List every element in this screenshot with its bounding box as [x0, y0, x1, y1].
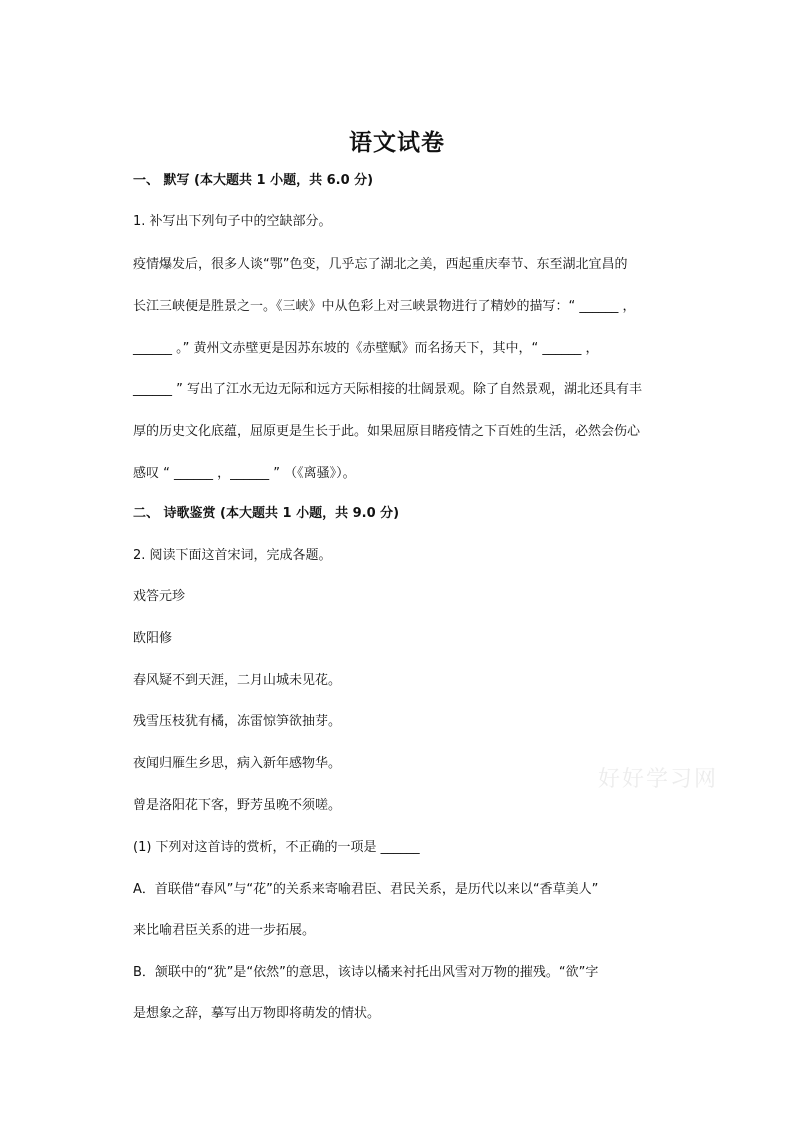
- q1-text-line-3: ______ 。” 黄州文赤壁更是因苏东坡的《赤壁赋》而名扬天下，其中，“ ______ ，: [133, 341, 599, 356]
- q1-text-line-1: 疫情爆发后，很多人谈“鄂”色变，几乎忘了湖北之美，西起重庆奉节、东至湖北宜昌的: [133, 257, 628, 272]
- q1-text-line-5: 厚的历史文化底蕴，屈原更是生长于此。如果屈原目睹疫情之下百姓的生活，必然会伤心: [133, 424, 641, 439]
- section-1-heading: 一、 默写 (本大题共 1 小题，共 6.0 分): [133, 173, 374, 188]
- option-a-line-2: 来比喻君臣关系的进一步拓展。: [133, 923, 316, 938]
- poem-title: 戏答元珍: [133, 589, 186, 604]
- option-a-line-1: A．首联借“春风”与“花”的关系来寄喻君臣、君民关系，是历代以来以“香草美人”: [133, 882, 599, 897]
- section-2-heading: 二、 诗歌鉴赏 (本大题共 1 小题，共 9.0 分): [133, 506, 400, 521]
- q1-text-line-4: ______ ” 写出了江水无边无际和远方天际相接的壮阔景观。除了自然景观，湖北还具有丰: [133, 382, 643, 397]
- option-b-line-2: 是想象之辞，摹写出万物即将萌发的情状。: [133, 1006, 381, 1021]
- sub-question-1: (1) 下列对这首诗的赏析，不正确的一项是 ______: [133, 840, 420, 855]
- poem-line: 春风疑不到天涯，二月山城未见花。: [133, 673, 342, 688]
- watermark: 好好学习网: [598, 767, 719, 792]
- poem-line: 夜闻归雁生乡思，病入新年感物华。: [133, 756, 342, 771]
- question-1-prompt: 1. 补写出下列句子中的空缺部分。: [133, 214, 332, 229]
- q1-text-line-2: 长江三峡便是胜景之一。《三峡》中从色彩上对三峡景物进行了精妙的描写：“ ______ ，: [133, 299, 636, 314]
- page-title: 语文试卷: [349, 130, 445, 156]
- option-b-line-1: B．颔联中的“犹”是“依然”的意思，该诗以橘来衬托出风雪对万物的摧残。“欲”字: [133, 965, 599, 980]
- poem-line: 残雪压枝犹有橘，冻雷惊笋欲抽芽。: [133, 714, 342, 729]
- q1-text-line-6: 感叹 “ ______ ，______ ” （《离骚》）。: [133, 466, 356, 481]
- poem-line: 曾是洛阳花下客，野芳虽晚不须嗟。: [133, 798, 342, 813]
- poem-author: 欧阳修: [133, 631, 173, 646]
- question-2-prompt: 2. 阅读下面这首宋词，完成各题。: [133, 548, 332, 563]
